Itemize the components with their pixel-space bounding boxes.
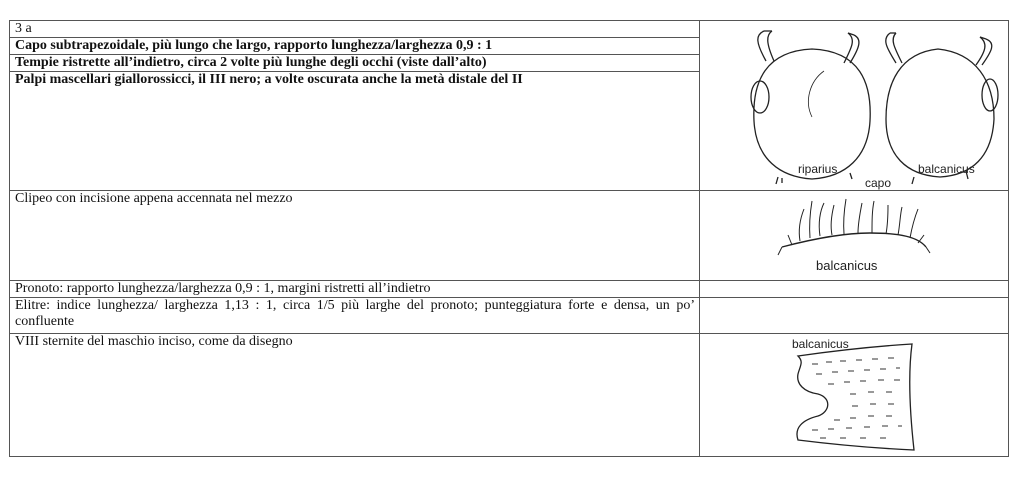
- head-drawings: [700, 21, 1009, 191]
- empty-figure-cell-pronoto: [700, 281, 1009, 298]
- clypeus-figure-cell: [700, 191, 1009, 281]
- key-row-pronoto: Pronoto: rapporto lunghezza/larghezza 0,9 : 1, margini ristretti all’indietro: [10, 281, 700, 298]
- sternite-drawing: [700, 334, 1009, 457]
- key-row-clipeo: Clipeo con incisione appena accennata nel mezzo: [10, 191, 700, 281]
- label-balcanicus-clypeus: balcanicus: [816, 258, 878, 273]
- key-row-capo: Capo subtrapezoidale, più lungo che largo, rapporto lunghezza/larghezza 0,9 : 1: [10, 38, 700, 55]
- label-balcanicus-sternite: balcanicus: [792, 337, 849, 351]
- key-row-palpi: Palpi mascellari giallorossicci, il III nero; a volte oscurata anche la metà distale del II: [10, 72, 700, 191]
- clypeus-drawing: [700, 191, 1009, 281]
- empty-figure-cell-elitre: [700, 298, 1009, 334]
- key-row-elitre: Elitre: indice lunghezza/ larghezza 1,13 : 1, circa 1/5 più larghe del pronoto; punteggiatura forte e densa, un po’ confluente: [10, 298, 700, 334]
- identification-key-table: [9, 20, 1009, 457]
- label-capo: capo: [865, 176, 892, 190]
- sternite-figure-cell: [700, 334, 1009, 457]
- label-riparius: riparius: [798, 162, 838, 176]
- key-row-tempie: Tempie ristrette all’indietro, circa 2 volte più lunghe degli occhi (viste dall’alto): [10, 55, 700, 72]
- couplet-number: 3 a: [10, 21, 700, 38]
- label-balcanicus-head: balcanicus: [918, 162, 975, 176]
- key-row-sternite: VIII sternite del maschio inciso, come da disegno: [10, 334, 700, 457]
- head-figure-cell: [700, 21, 1009, 191]
